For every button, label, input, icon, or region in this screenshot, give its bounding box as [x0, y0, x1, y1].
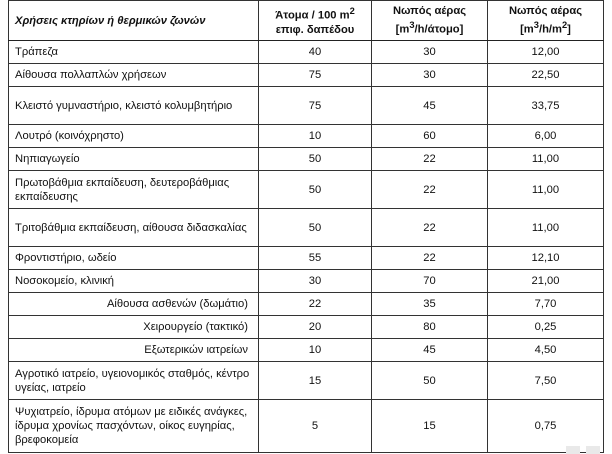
table-row	[9, 209, 604, 247]
cell-persons: 40	[259, 41, 372, 64]
cell-use: Τριτοβάθμια εκπαίδευση, αίθουσα διδασκαλίας	[9, 209, 259, 247]
header-air-per-person: Νωπός αέρας $[m^3/h/ά\tau o\mu o]$	[372, 1, 488, 41]
cell-use: Πρωτοβάθμια εκπαίδευση, δευτεροβάθμιας εκπαίδευσης	[9, 171, 259, 209]
cell-use: Αίθουσα πολλαπλών χρήσεων	[9, 64, 259, 87]
cell-persons: 5	[259, 400, 372, 453]
cell-persons: 55	[259, 247, 372, 270]
cell-air-m2: 0,75	[488, 400, 604, 453]
header-building-use: Χρήσεις κτηρίων ή θερμικών ζωνών	[9, 1, 259, 41]
table-row	[9, 339, 604, 362]
cell-air-m2: 11,00	[488, 171, 604, 209]
cell-persons: 50	[259, 209, 372, 247]
cell-persons: 75	[259, 87, 372, 125]
page-edge-mark	[566, 446, 580, 454]
cell-air-person: 80	[372, 316, 488, 339]
cell-air-m2: 7,70	[488, 293, 604, 316]
cell-air-m2: 7,50	[488, 362, 604, 400]
cell-air-person: 22	[372, 209, 488, 247]
table-row	[9, 247, 604, 270]
cell-air-person: 60	[372, 125, 488, 148]
cell-air-person: 22	[372, 247, 488, 270]
cell-persons: 10	[259, 125, 372, 148]
cell-persons: 50	[259, 148, 372, 171]
cell-air-m2: 0,25	[488, 316, 604, 339]
cell-air-person: 50	[372, 362, 488, 400]
cell-persons: 20	[259, 316, 372, 339]
cell-use: Κλειστό γυμναστήριο, κλειστό κολυμβητήριο	[9, 87, 259, 125]
cell-air-m2: 12,00	[488, 41, 604, 64]
ventilation-table	[8, 0, 604, 453]
table-row	[9, 270, 604, 293]
cell-air-m2: 11,00	[488, 148, 604, 171]
cell-use: Νοσοκομείο, κλινική	[9, 270, 259, 293]
table-row	[9, 41, 604, 64]
cell-persons: 30	[259, 270, 372, 293]
cell-persons: 50	[259, 171, 372, 209]
header-persons: Άτομα / 100 $m^2$ επιφ. δαπέδου	[259, 1, 372, 41]
cell-air-person: 30	[372, 64, 488, 87]
cell-air-person: 35	[372, 293, 488, 316]
cell-air-person: 15	[372, 400, 488, 453]
table-row	[9, 316, 604, 339]
table-row	[9, 148, 604, 171]
header-air-per-m2: Νωπός αέρας $[m^3/h/m^2]$	[488, 1, 604, 41]
cell-persons: 15	[259, 362, 372, 400]
table-row	[9, 362, 604, 400]
cell-use: Εξωτερικών ιατρείων	[9, 339, 259, 362]
table-row	[9, 125, 604, 148]
cell-air-person: 30	[372, 41, 488, 64]
cell-use: Λουτρό (κοινόχρηστο)	[9, 125, 259, 148]
cell-use: Χειρουργείο (τακτικό)	[9, 316, 259, 339]
cell-air-person: 70	[372, 270, 488, 293]
cell-air-m2: 12,10	[488, 247, 604, 270]
cell-air-person: 22	[372, 171, 488, 209]
cell-use: Ψυχιατρείο, ίδρυμα ατόμων με ειδικές ανάγκες, ίδρυμα χρονίως πασχόντων, οίκος ευγηρίας, βρεφοκομεία	[9, 400, 259, 453]
cell-air-person: 45	[372, 339, 488, 362]
cell-use: Τράπεζα	[9, 41, 259, 64]
cell-air-person: 22	[372, 148, 488, 171]
cell-air-m2: 21,00	[488, 270, 604, 293]
cell-use: Αίθουσα ασθενών (δωμάτιο)	[9, 293, 259, 316]
header-row	[9, 1, 604, 41]
cell-air-m2: 22,50	[488, 64, 604, 87]
cell-use: Αγροτικό ιατρείο, υγειονομικός σταθμός, κέντρο υγείας, ιατρείο	[9, 362, 259, 400]
table-row	[9, 171, 604, 209]
table-row	[9, 400, 604, 453]
cell-persons: 22	[259, 293, 372, 316]
cell-air-m2: 33,75	[488, 87, 604, 125]
cell-air-person: 45	[372, 87, 488, 125]
table-row	[9, 87, 604, 125]
cell-air-m2: 11,00	[488, 209, 604, 247]
cell-persons: 10	[259, 339, 372, 362]
cell-air-m2: 4,50	[488, 339, 604, 362]
table-row	[9, 64, 604, 87]
cell-use: Φροντιστήριο, ωδείο	[9, 247, 259, 270]
cell-persons: 75	[259, 64, 372, 87]
table-row	[9, 293, 604, 316]
cell-air-m2: 6,00	[488, 125, 604, 148]
cell-use: Νηπιαγωγείο	[9, 148, 259, 171]
page-edge-mark	[586, 446, 600, 454]
